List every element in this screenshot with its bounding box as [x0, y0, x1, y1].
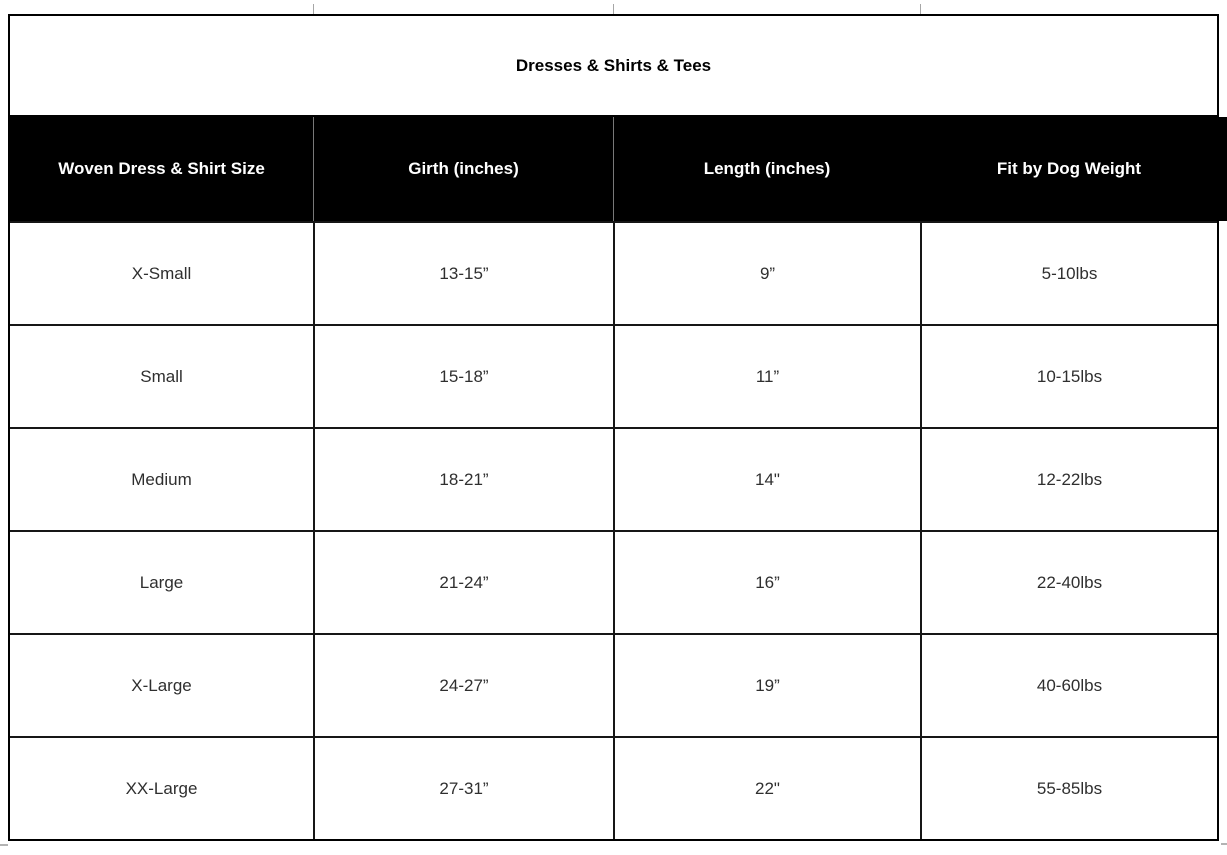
cell-size: Large [10, 530, 313, 633]
cell-size: X-Small [10, 221, 313, 324]
cell-weight: 12-22lbs [920, 427, 1217, 530]
table-row [10, 427, 1217, 530]
table-row [10, 633, 1217, 736]
grid-edge-mark [0, 844, 8, 846]
table-row [10, 736, 1217, 839]
cell-length: 19” [613, 633, 920, 736]
cell-size: X-Large [10, 633, 313, 736]
cell-length: 9” [613, 221, 920, 324]
column-header-length: Length (inches) [613, 117, 920, 221]
grid-tick [613, 4, 614, 14]
size-chart-table [8, 14, 1219, 841]
header-band-bleed [1214, 117, 1227, 221]
cell-weight: 5-10lbs [920, 221, 1217, 324]
table-title: Dresses & Shirts & Tees [10, 16, 1217, 117]
table-row [10, 221, 1217, 324]
cell-weight: 40-60lbs [920, 633, 1217, 736]
grid-tick [920, 4, 921, 14]
cell-size: XX-Large [10, 736, 313, 839]
cell-size: Medium [10, 427, 313, 530]
column-header-girth: Girth (inches) [313, 117, 613, 221]
title-row [10, 16, 1217, 117]
cell-girth: 15-18” [313, 324, 613, 427]
cell-weight: 22-40lbs [920, 530, 1217, 633]
table-row [10, 530, 1217, 633]
cell-size: Small [10, 324, 313, 427]
column-header-weight: Fit by Dog Weight [920, 117, 1217, 221]
cell-length: 11” [613, 324, 920, 427]
cell-girth: 21-24” [313, 530, 613, 633]
cell-girth: 24-27” [313, 633, 613, 736]
cell-girth: 27-31” [313, 736, 613, 839]
cell-length: 22" [613, 736, 920, 839]
cell-weight: 55-85lbs [920, 736, 1217, 839]
cell-weight: 10-15lbs [920, 324, 1217, 427]
header-row [10, 117, 1217, 221]
grid-tick [313, 4, 314, 14]
cell-girth: 18-21” [313, 427, 613, 530]
cell-girth: 13-15” [313, 221, 613, 324]
cell-length: 14" [613, 427, 920, 530]
cell-length: 16” [613, 530, 920, 633]
table-row [10, 324, 1217, 427]
column-header-size: Woven Dress & Shirt Size [10, 117, 313, 221]
grid-edge-mark [1221, 843, 1227, 845]
